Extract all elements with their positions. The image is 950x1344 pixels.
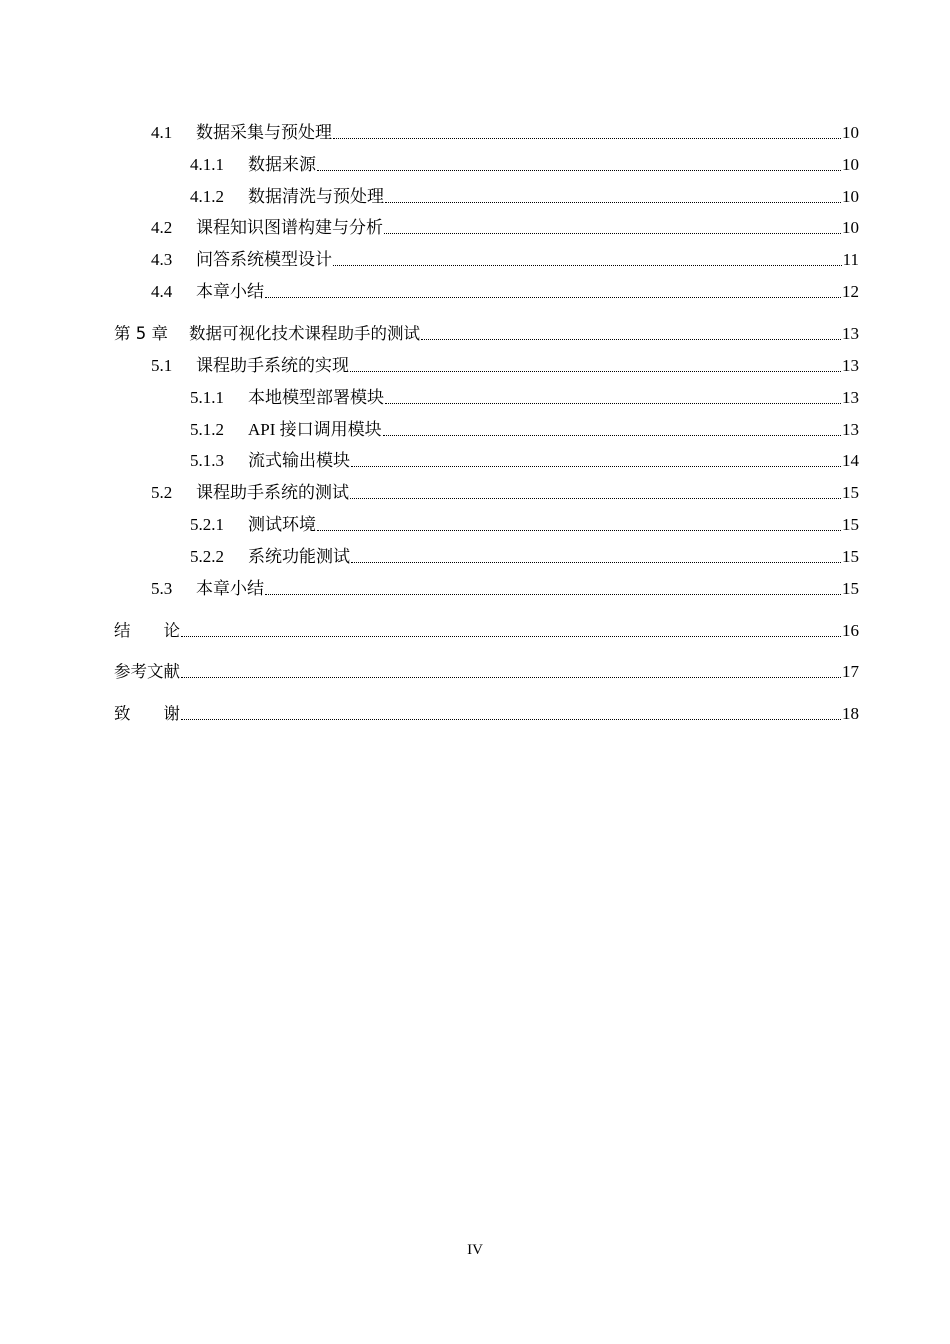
toc-entry[interactable] — [151, 279, 859, 303]
toc-entry[interactable] — [190, 385, 859, 409]
dot-leader — [383, 435, 841, 436]
toc-entry-page: 12 — [842, 282, 859, 301]
toc-entry-number: 4.1 — [151, 123, 173, 142]
toc-entry-title: 数据清洗与预处理 — [248, 187, 384, 206]
dot-leader — [350, 371, 841, 372]
dot-leader — [384, 233, 841, 234]
dot-leader — [317, 170, 841, 171]
dot-leader — [385, 403, 841, 404]
toc-entry-title: 问答系统模型设计 — [196, 250, 332, 269]
toc-entry-page: 13 — [842, 356, 859, 375]
toc-entry[interactable] — [190, 184, 859, 208]
toc-entry[interactable] — [190, 544, 859, 568]
toc-entry-page: 13 — [842, 388, 859, 407]
toc-chapter-entry[interactable] — [114, 321, 859, 345]
toc-entry-number: 5.1.2 — [190, 420, 224, 439]
toc-entry-page: 15 — [842, 515, 859, 534]
toc-entry-title: 课程助手系统的实现 — [196, 356, 349, 375]
toc-entry-page: 15 — [842, 547, 859, 566]
toc-entry-title: 本地模型部署模块 — [248, 388, 384, 407]
toc-entry-title: 结 论 — [114, 621, 180, 640]
toc-entry-title: 测试环境 — [248, 515, 316, 534]
dot-leader — [385, 202, 841, 203]
dot-leader — [265, 297, 841, 298]
toc-entry-title: 课程知识图谱构建与分析 — [196, 218, 383, 237]
toc-entry-title: 本章小结 — [196, 282, 264, 301]
toc-entry-number: 5.1 — [151, 356, 173, 375]
toc-references-entry[interactable] — [114, 659, 859, 683]
toc-entry[interactable] — [151, 247, 859, 271]
toc-entry-title: 数据可视化技术课程助手的测试 — [189, 324, 420, 343]
dot-leader — [421, 339, 841, 340]
toc-entry-number: 5.2.2 — [190, 547, 224, 566]
toc-entry-page: 16 — [842, 621, 859, 640]
dot-leader — [333, 265, 842, 266]
toc-entry-page: 14 — [842, 451, 859, 470]
toc-entry-number: 4.1.1 — [190, 155, 224, 174]
page-number-footer: IV — [467, 1242, 483, 1258]
toc-entry-page: 10 — [842, 218, 859, 237]
toc-entry-number: 5.1.3 — [190, 451, 224, 470]
toc-entry-number: 5.3 — [151, 579, 173, 598]
toc-entry-page: 13 — [842, 420, 859, 439]
toc-entry[interactable] — [151, 353, 859, 377]
dot-leader — [351, 466, 841, 467]
toc-entry-page: 15 — [842, 579, 859, 598]
toc-entry-title: 参考文献 — [114, 662, 180, 681]
toc-entry-page: 11 — [842, 250, 859, 269]
toc-entry-number: 第 5 章 — [114, 324, 168, 343]
toc-acknowledgements-entry[interactable] — [114, 701, 859, 725]
toc-entry-page: 17 — [842, 662, 859, 681]
toc-conclusion-entry[interactable] — [114, 618, 859, 642]
toc-entry-title: API 接口调用模块 — [248, 420, 382, 439]
dot-leader — [333, 138, 841, 139]
toc-entry[interactable] — [190, 448, 859, 472]
dot-leader — [351, 562, 841, 563]
toc-entry-title: 流式输出模块 — [248, 451, 350, 470]
toc-entry-page: 10 — [842, 155, 859, 174]
toc-entry-title: 课程助手系统的测试 — [196, 483, 349, 502]
toc-entry[interactable] — [190, 512, 859, 536]
dot-leader — [181, 719, 841, 720]
toc-entry-number: 4.1.2 — [190, 187, 224, 206]
toc-entry-page: 10 — [842, 187, 859, 206]
toc-entry-number: 4.3 — [151, 250, 173, 269]
toc-entry[interactable] — [151, 120, 859, 144]
toc-entry-title: 系统功能测试 — [248, 547, 350, 566]
dot-leader — [350, 498, 841, 499]
toc-entry-title: 数据采集与预处理 — [196, 123, 332, 142]
toc-entry[interactable] — [190, 417, 859, 441]
toc-entry-number: 5.2.1 — [190, 515, 224, 534]
toc-entry[interactable] — [151, 480, 859, 504]
toc-entry-number: 5.1.1 — [190, 388, 224, 407]
toc-entry-page: 10 — [842, 123, 859, 142]
toc-entry-number: 4.4 — [151, 282, 173, 301]
dot-leader — [181, 636, 841, 637]
dot-leader — [265, 594, 841, 595]
toc-entry-title: 数据来源 — [248, 155, 316, 174]
dot-leader — [317, 530, 841, 531]
toc-entry-page: 18 — [842, 704, 859, 723]
toc-entry-page: 15 — [842, 483, 859, 502]
toc-entry-page: 13 — [842, 324, 859, 343]
dot-leader — [181, 677, 841, 678]
toc-entry[interactable] — [151, 215, 859, 239]
toc-entry-number: 4.2 — [151, 218, 173, 237]
toc-entry-number: 5.2 — [151, 483, 173, 502]
toc-entry[interactable] — [190, 152, 859, 176]
toc-entry-title: 致 谢 — [114, 704, 180, 723]
toc-entry-title: 本章小结 — [196, 579, 264, 598]
toc-entry[interactable] — [151, 576, 859, 600]
